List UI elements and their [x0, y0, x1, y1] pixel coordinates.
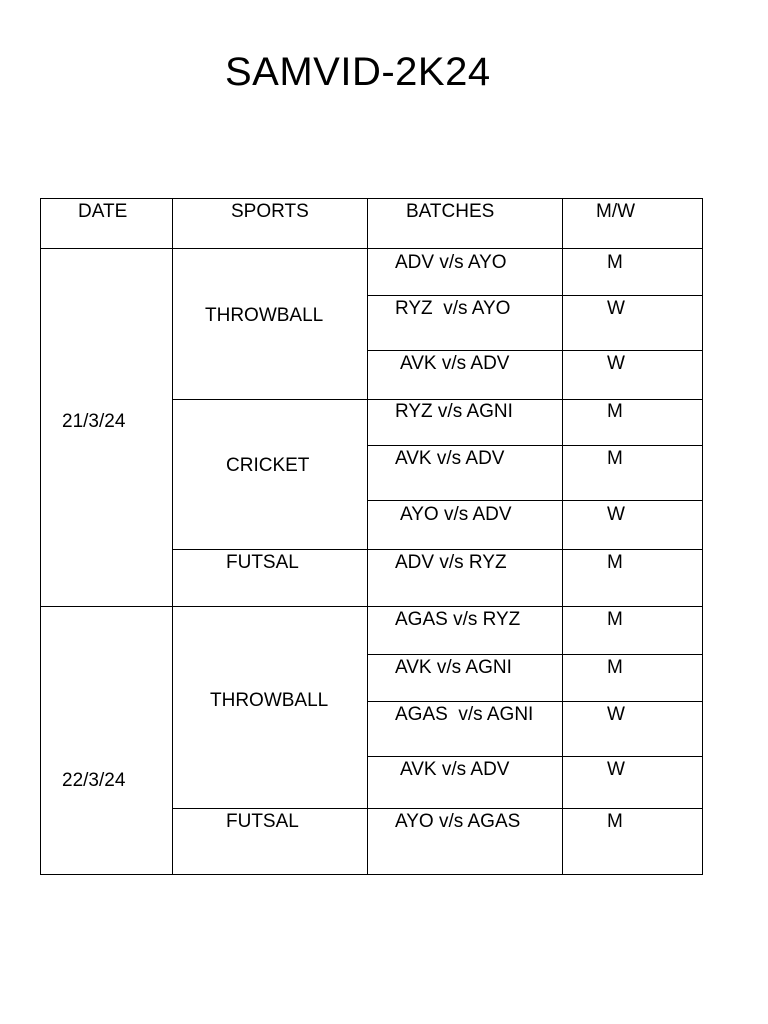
batches-cell: AYO v/s AGAS	[395, 811, 521, 832]
mw-cell: W	[607, 298, 625, 319]
batches-cell: ADV v/s AYO	[395, 252, 507, 273]
table-border-bottom	[40, 874, 703, 875]
table-border-right	[702, 198, 703, 875]
table-border-top	[40, 198, 703, 199]
mw-cell: M	[607, 448, 623, 469]
date-divider	[40, 606, 703, 607]
batches-cell: AVK v/s ADV	[400, 759, 510, 780]
sport-cell: THROWBALL	[210, 690, 329, 711]
row-divider	[368, 654, 703, 655]
header-bottom-line	[40, 248, 703, 249]
batches-cell: ADV v/s RYZ	[395, 552, 507, 573]
sport-cell: FUTSAL	[226, 811, 299, 832]
batches-cell: RYZ v/s AGNI	[395, 401, 513, 422]
date-cell: 21/3/24	[62, 411, 126, 432]
row-divider	[368, 445, 703, 446]
column-divider	[562, 198, 563, 875]
batches-cell: AYO v/s ADV	[400, 504, 512, 525]
column-divider	[367, 198, 368, 875]
mw-cell: M	[607, 657, 623, 678]
header-mw: M/W	[596, 201, 636, 222]
mw-cell: M	[607, 401, 623, 422]
header-batches: BATCHES	[406, 201, 495, 222]
mw-cell: W	[607, 759, 625, 780]
batches-cell: AVK v/s AGNI	[395, 657, 512, 678]
row-divider	[368, 500, 703, 501]
batches-cell: AVK v/s ADV	[395, 448, 505, 469]
batches-cell: RYZ v/s AYO	[395, 298, 511, 319]
mw-cell: W	[607, 504, 625, 525]
row-divider	[368, 701, 703, 702]
sport-divider	[172, 399, 703, 400]
sport-cell: THROWBALL	[205, 305, 324, 326]
sport-cell: FUTSAL	[226, 552, 299, 573]
date-cell: 22/3/24	[62, 770, 126, 791]
batches-cell: AGAS v/s RYZ	[395, 609, 521, 630]
document-title: SAMVID-2K24	[225, 50, 491, 94]
header-sports: SPORTS	[231, 201, 309, 222]
row-divider	[368, 295, 703, 296]
sport-divider	[172, 549, 703, 550]
header-date: DATE	[78, 201, 128, 222]
mw-cell: M	[607, 552, 623, 573]
batches-cell: AGAS v/s AGNI	[395, 704, 534, 725]
mw-cell: M	[607, 609, 623, 630]
mw-cell: W	[607, 704, 625, 725]
sport-cell: CRICKET	[226, 455, 310, 476]
sport-divider	[172, 808, 703, 809]
column-divider	[172, 198, 173, 875]
mw-cell: W	[607, 353, 625, 374]
row-divider	[368, 756, 703, 757]
table-border-left	[40, 198, 41, 875]
row-divider	[368, 350, 703, 351]
mw-cell: M	[607, 811, 623, 832]
mw-cell: M	[607, 252, 623, 273]
batches-cell: AVK v/s ADV	[400, 353, 510, 374]
